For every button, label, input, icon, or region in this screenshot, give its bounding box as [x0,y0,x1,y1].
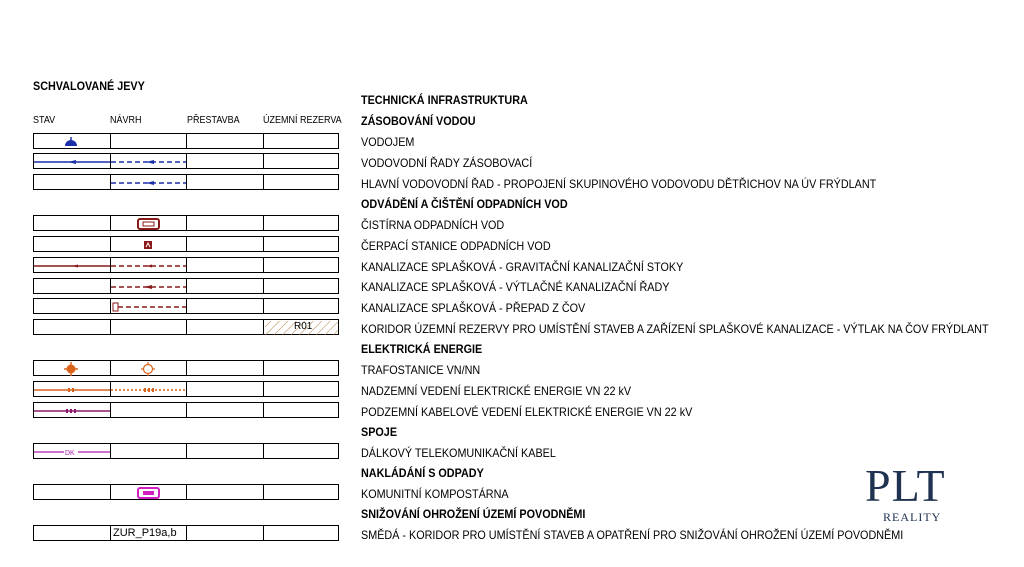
treatment-plant-icon [34,216,340,232]
legend-row-smeda-koridor [33,525,339,541]
legend-row-kanalizace-vytlacne [33,278,339,294]
column-header-stav: STAV [33,115,56,126]
telecom-cable-icon [34,444,340,460]
water-main-line-icon [34,154,340,170]
legend-row-hlavni-rad [33,174,339,190]
legend-row-kanalizace-prepad [33,298,339,314]
section-odvadeni-odpadnich-vod: ODVÁDĚNÍ A ČIŠTĚNÍ ODPADNÍCH VOD [361,197,568,211]
label-trafostanice: TRAFOSTANICE VN/NN [361,363,481,377]
section-nakladani-s-odpady: NAKLÁDÁNÍ S ODPADY [361,466,484,480]
column-header-prestavba: PŘESTAVBA [187,115,240,126]
logo-sub-text: REALITY [883,510,942,524]
label-koridor-rezerva: KORIDOR ÚZEMNÍ REZERVY PRO UMÍSTĚNÍ STAVEB A ZAŘÍZENÍ SPLAŠKOVÉ KANALIZACE - VÝTLAK NA ČOV FRÝDLANT [361,322,989,336]
logo-main-text: PLT [865,460,946,511]
label-hlavni-vodovodni-rad: HLAVNÍ VODOVODNÍ ŘAD - PROPOJENÍ SKUPINOVÉHO VODOVODU DĚTŘICHOV NA ÚV FRÝDLANT [361,177,877,191]
pressure-sewer-line-icon [34,279,340,295]
legend-row-nadzemni-vedeni [33,381,339,397]
main-water-line-icon [34,175,340,191]
label-kanalizace-vytlacne: KANALIZACE SPLAŠKOVÁ - VÝTLAČNÉ KANALIZAČNÍ ŘADY [361,280,670,294]
label-nadzemni-vedeni: NADZEMNÍ VEDENÍ ELEKTRICKÉ ENERGIE VN 22 kV [361,384,632,398]
overhead-power-line-icon [34,382,340,398]
label-podzemni-vedeni: PODZEMNÍ KABELOVÉ VEDENÍ ELEKTRICKÉ ENERGIE VN 22 kV [361,405,693,419]
gravity-sewer-line-icon [34,258,340,274]
label-smeda-koridor: SMĚDÁ - KORIDOR PRO UMÍSTĚNÍ STAVEB A OPATŘENÍ PRO SNIŽOVÁNÍ OHROŽENÍ ÚZEMÍ POVODNĚMI [361,528,904,542]
section-technicka-infrastruktura: TECHNICKÁ INFRASTRUKTURA [361,93,528,107]
section-elektricka-energie: ELEKTRICKÁ ENERGIE [361,342,483,356]
section-spoje: SPOJE [361,425,398,439]
reserve-code-label: R01 [294,321,313,332]
compost-plant-icon [34,485,340,501]
column-header-uzemni-rezerva: ÚZEMNÍ REZERVA [263,115,342,126]
section-zasobovani-vodou: ZÁSOBOVÁNÍ VODOU [361,114,476,128]
label-dalkovy-kabel: DÁLKOVÝ TELEKOMUNIKAČNÍ KABEL [361,446,556,460]
pump-station-icon [34,237,340,253]
section-snizovani-ohrozeni: SNIŽOVÁNÍ OHROŽENÍ ÚZEMÍ POVODNĚMI [361,507,586,521]
water-tank-icon [34,134,340,150]
legend-row-podzemni-vedeni [33,402,339,418]
legend-row-koridor-rezerva [33,319,339,335]
overflow-sewer-line-icon [34,299,340,315]
legend-title: SCHVALOVANÉ JEVY [33,79,145,93]
column-header-navrh: NÁVRH [110,115,142,126]
label-kanalizace-prepad: KANALIZACE SPLAŠKOVÁ - PŘEPAD Z ČOV [361,301,586,315]
label-vodovodni-rady: VODOVODNÍ ŘADY ZÁSOBOVACÍ [361,156,533,170]
legend-row-trafostanice [33,360,339,376]
plt-reality-logo [865,462,960,524]
legend-row-dalkovy-kabel [33,443,339,459]
corridor-code-label: ZUR_P19a,b [113,527,177,539]
legend-row-kompostarna [33,484,339,500]
legend-row-vodovodni-rady [33,153,339,169]
underground-cable-icon [34,403,340,419]
transformer-station-icon [34,361,340,377]
label-kanalizace-gravitacni: KANALIZACE SPLAŠKOVÁ - GRAVITAČNÍ KANALIZAČNÍ STOKY [361,260,684,274]
label-vodojem: VODOJEM [361,135,415,149]
label-kompostarna: KOMUNITNÍ KOMPOSTÁRNA [361,487,509,501]
legend-row-kanalizace-gravitacni [33,257,339,273]
label-cerpaci-stanice: ČERPACÍ STANICE ODPADNÍCH VOD [361,239,551,253]
legend-row-cerpaci [33,236,339,252]
label-cistirna: ČISTÍRNA ODPADNÍCH VOD [361,218,505,232]
telecom-code-label: DK [65,450,75,457]
legend-row-cistirna [33,215,339,231]
legend-row-vodojem [33,133,339,149]
